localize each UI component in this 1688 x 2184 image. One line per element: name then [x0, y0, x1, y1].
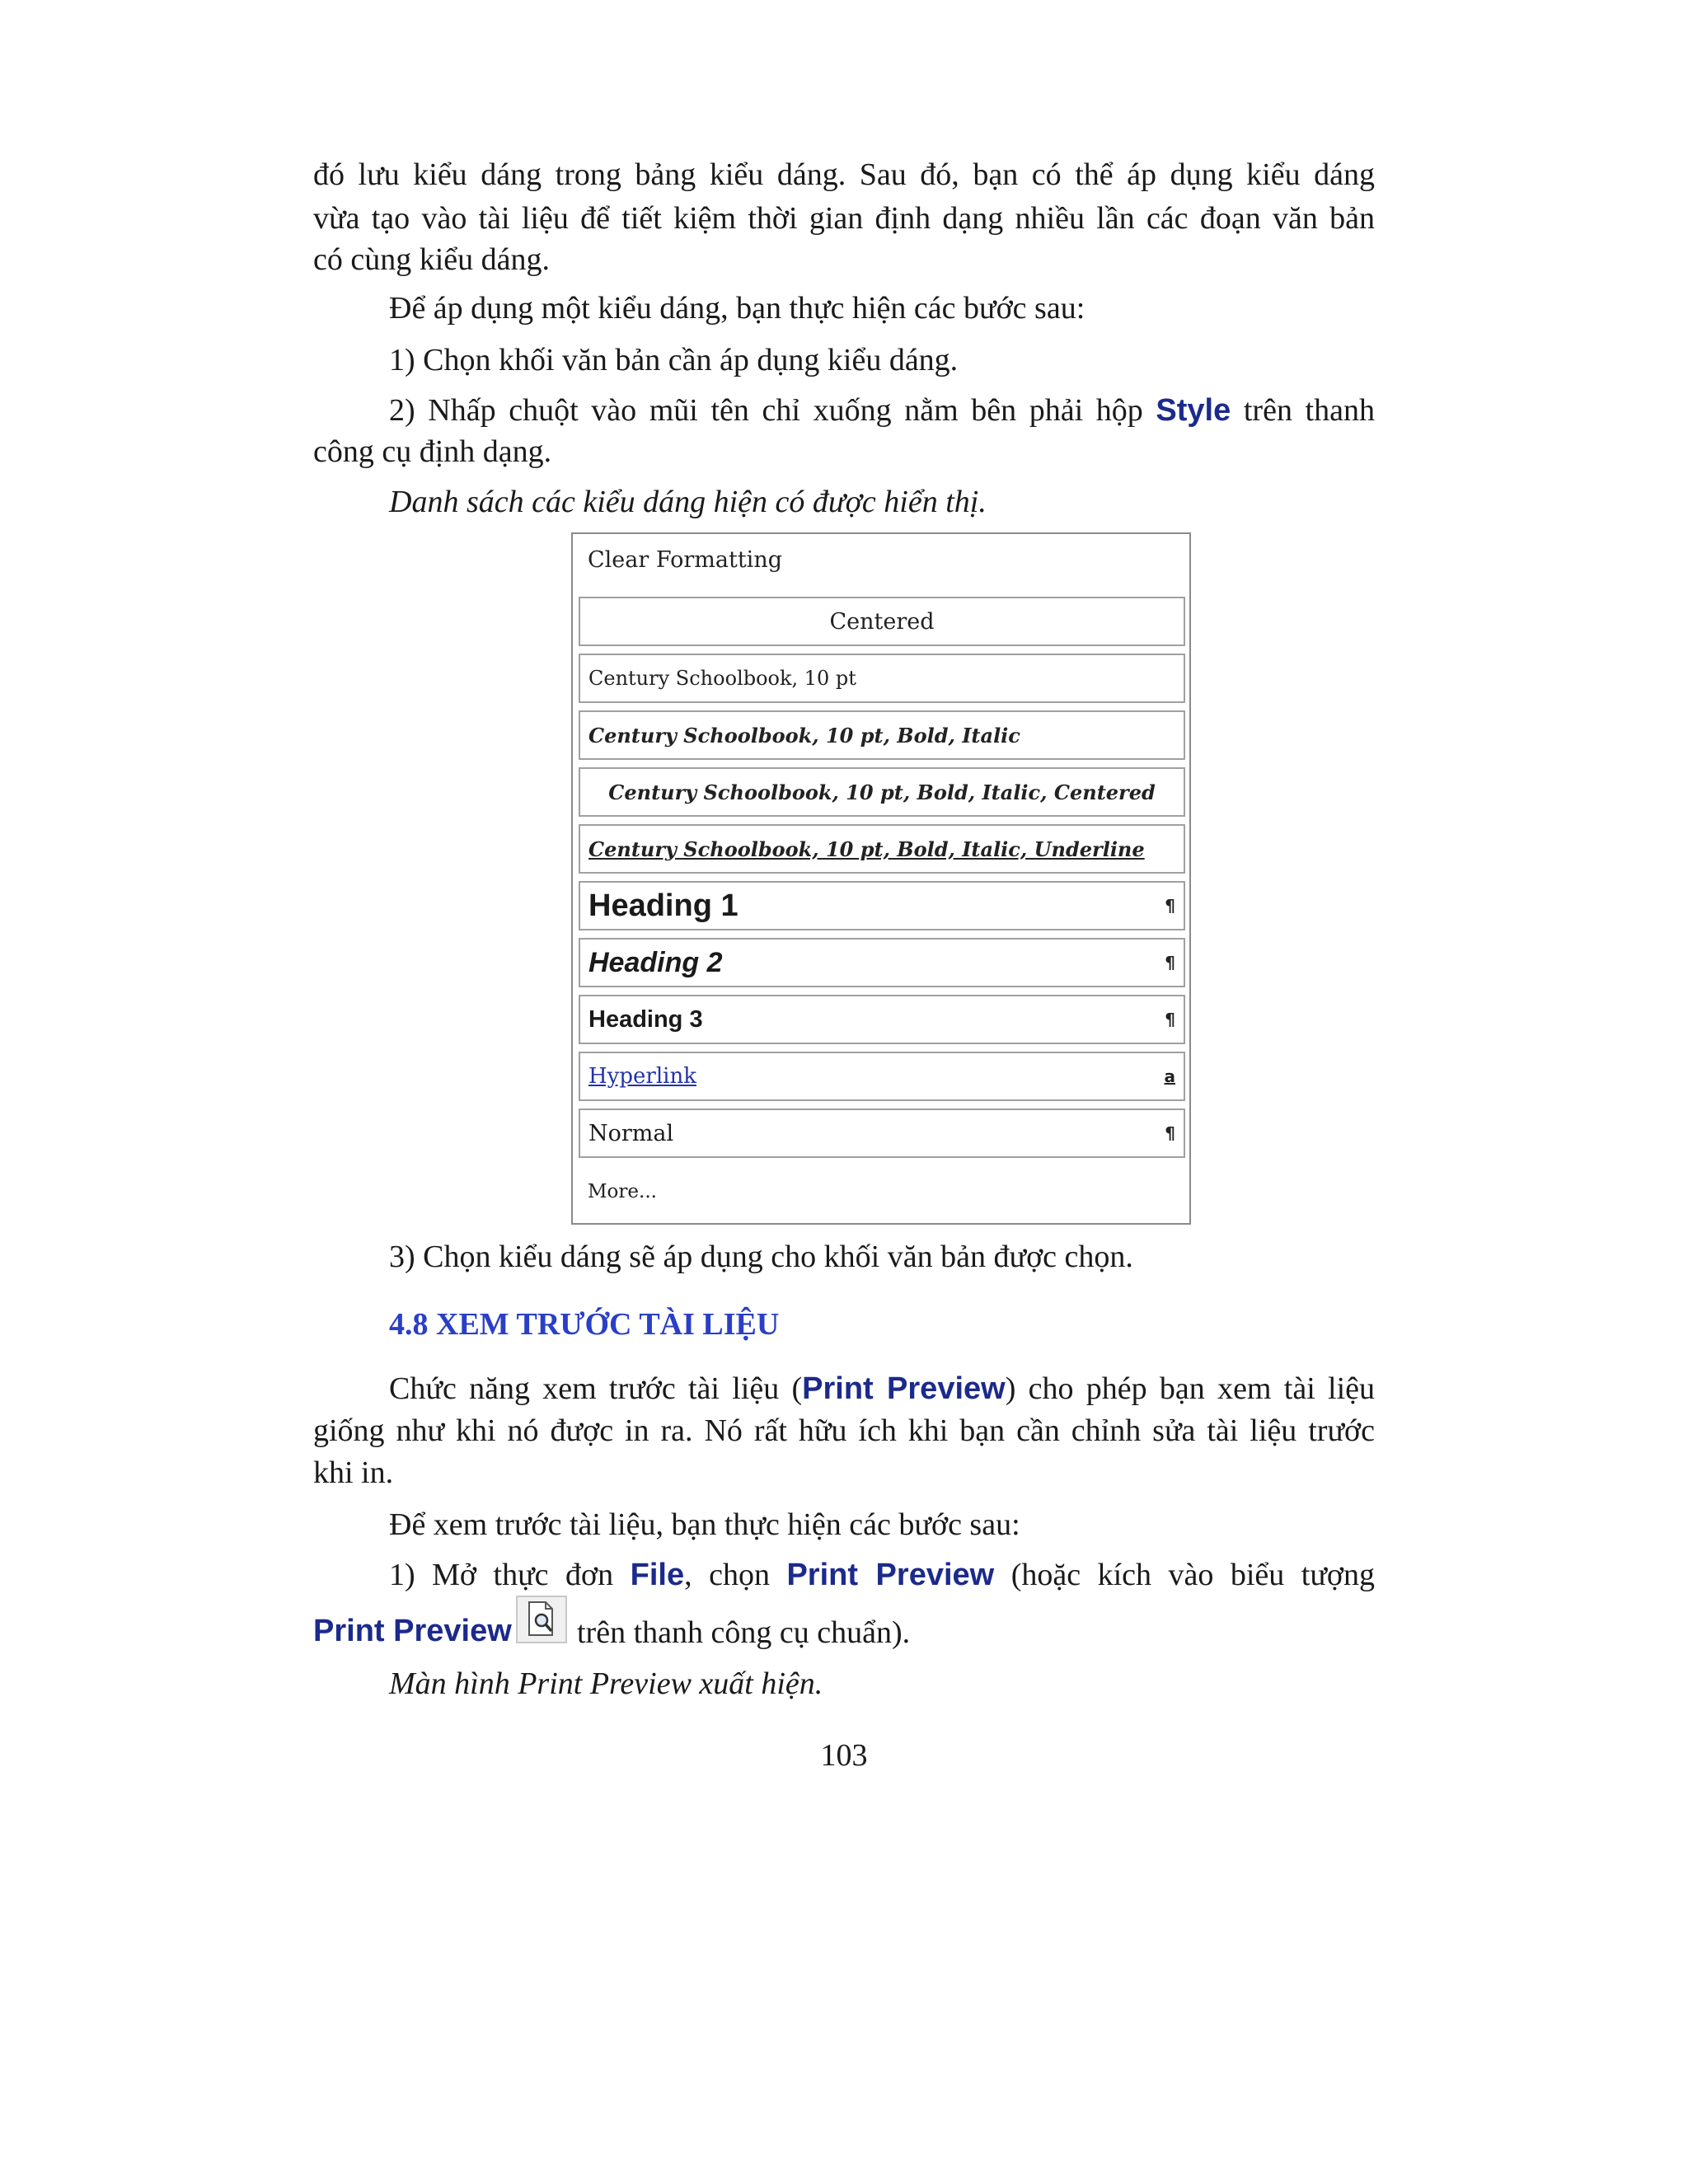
style-option-centered[interactable] — [579, 597, 1185, 646]
print-preview-keyword: Print Preview — [802, 1371, 1006, 1406]
print-preview-keyword: Print Preview — [786, 1558, 995, 1592]
style-option-label: Century Schoolbook, 10 pt, Bold, Italic, Underline — [588, 837, 1145, 861]
step-text: 1) Mở thực đơn — [389, 1558, 614, 1592]
style-option-hyperlink[interactable] — [579, 1052, 1185, 1101]
paragraph-line: công cụ định dạng. — [313, 434, 552, 469]
clear-formatting-option[interactable]: Clear Formatting — [588, 547, 782, 573]
style-option-heading-1[interactable] — [579, 881, 1185, 930]
note-styles-shown: Danh sách các kiểu dáng hiện có được hiển thị. — [389, 485, 987, 519]
step-text: , chọn — [684, 1558, 770, 1592]
section-heading: 4.8 XEM TRƯỚC TÀI LIỆU — [389, 1307, 780, 1342]
paragraph-line: khi in. — [313, 1455, 394, 1490]
style-option-heading-2[interactable] — [579, 938, 1185, 987]
more-styles-option[interactable]: More... — [588, 1181, 657, 1202]
paragraph-line: có cùng kiểu dáng. — [313, 242, 551, 277]
paragraph-mark-icon: ¶ — [1165, 1123, 1175, 1143]
paragraph-intro-2: Để xem trước tài liệu, bạn thực hiện các bước sau: — [389, 1507, 1020, 1542]
style-option-label: Centered — [829, 608, 935, 635]
character-style-icon: a — [1164, 1066, 1175, 1086]
step-2 — [389, 390, 1375, 431]
print-preview-description — [389, 1368, 1375, 1409]
style-option-label: Century Schoolbook, 10 pt, Bold, Italic, Centered — [608, 780, 1156, 804]
paragraph-mark-icon: ¶ — [1165, 953, 1175, 972]
paragraph-line: đó lưu kiểu dáng trong bảng kiểu dáng. Sau đó, bạn có thể áp dụng kiểu dáng — [313, 157, 1375, 192]
note-print-preview: Màn hình Print Preview xuất hiện. — [389, 1666, 823, 1701]
style-keyword: Style — [1156, 393, 1231, 428]
description-text-end: ) cho phép bạn xem tài liệu — [1005, 1371, 1376, 1406]
step-1: 1) Chọn khối văn bản cần áp dụng kiểu dáng. — [389, 343, 959, 377]
style-option-label: Century Schoolbook, 10 pt — [588, 667, 856, 690]
style-option-label: Heading 2 — [588, 946, 723, 978]
paragraph-mark-icon: ¶ — [1165, 1010, 1175, 1029]
style-option-century-bold-italic-underline[interactable] — [579, 824, 1185, 874]
style-option-label: Hyperlink — [588, 1064, 696, 1089]
paragraph-mark-icon: ¶ — [1165, 896, 1175, 916]
style-option-normal[interactable] — [579, 1108, 1185, 1158]
step-2-text-end: trên thanh — [1243, 393, 1375, 428]
style-option-century-bold-italic[interactable] — [579, 710, 1185, 760]
paragraph-line: vừa tạo vào tài liệu để tiết kiệm thời gian định dạng nhiều lần các đoạn văn bản — [313, 201, 1375, 236]
print-preview-keyword-line — [313, 1610, 511, 1652]
description-text: Chức năng xem trước tài liệu ( — [389, 1371, 803, 1406]
page-number: 103 — [820, 1738, 868, 1773]
paragraph-intro: Để áp dụng một kiểu dáng, bạn thực hiện các bước sau: — [389, 291, 1085, 326]
step-open-menu — [389, 1554, 1375, 1596]
print-preview-icon — [516, 1596, 567, 1643]
file-keyword: File — [630, 1558, 685, 1592]
style-dropdown-list — [571, 532, 1191, 1225]
style-option-century-bold-italic-centered[interactable] — [579, 767, 1185, 817]
style-option-label: Normal — [588, 1120, 674, 1146]
style-option-label: Heading 1 — [588, 888, 738, 923]
step-text-end: (hoặc kích vào biểu tượng — [1010, 1558, 1376, 1592]
style-option-heading-3[interactable] — [579, 995, 1185, 1044]
style-option-century-schoolbook[interactable] — [579, 654, 1185, 703]
paragraph-line: giống như khi nó được in ra. Nó rất hữu ích khi bạn cần chỉnh sửa tài liệu trước — [313, 1413, 1375, 1448]
style-option-label: Century Schoolbook, 10 pt, Bold, Italic — [588, 723, 1020, 748]
step-2-text: 2) Nhấp chuột vào mũi tên chỉ xuống nằm bên phải hộp — [389, 393, 1143, 428]
step-text-continued: trên thanh công cụ chuẩn). — [577, 1615, 911, 1650]
print-preview-keyword: Print Preview — [313, 1614, 512, 1648]
style-option-label: Heading 3 — [588, 1005, 703, 1033]
step-3: 3) Chọn kiểu dáng sẽ áp dụng cho khối văn bản được chọn. — [389, 1240, 1133, 1274]
